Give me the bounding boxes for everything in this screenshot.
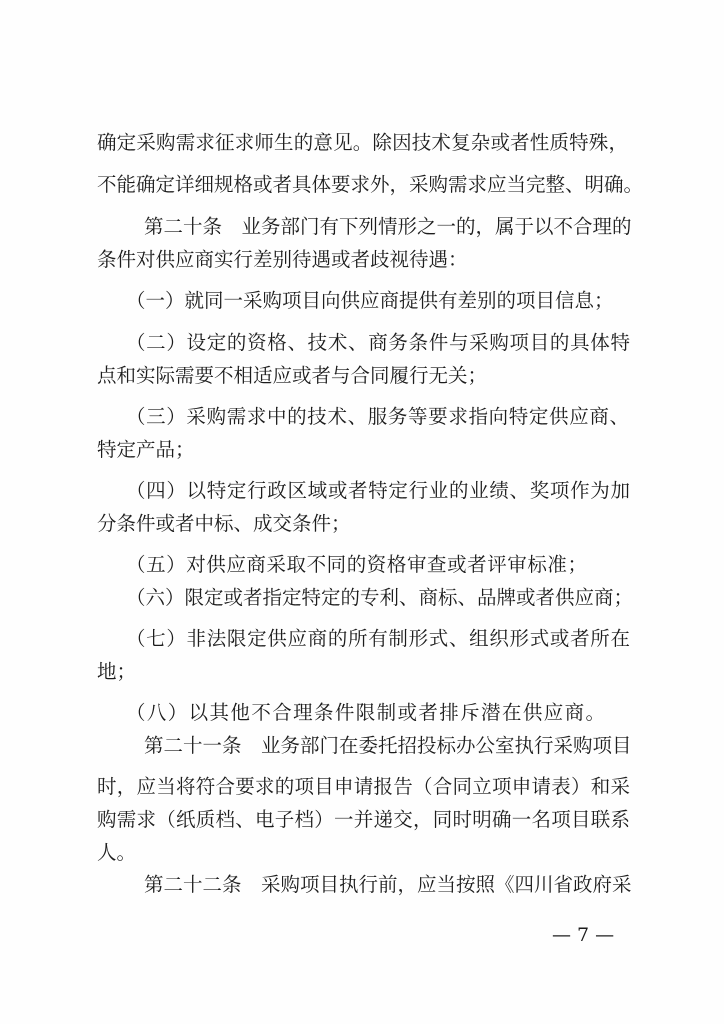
text-line: （六）限定或者指定特定的专利、商标、品牌或者供应商；: [126, 586, 634, 609]
text-line: 第二十一条 业务部门在委托招投标办公室执行采购项目: [144, 734, 632, 757]
text-line: （二）设定的资格、技术、商务条件与采购项目的具体特: [126, 331, 630, 354]
text-line: 点和实际需要不相适应或者与合同履行无关；: [97, 364, 488, 387]
text-line: （八）以其他不合理条件限制或者排斥潜在供应商。: [126, 701, 605, 724]
text-line: 确定采购需求征求师生的意见。除因技术复杂或者性质特殊，: [97, 131, 628, 154]
text-line: （一）就同一采购项目向供应商提供有差别的项目信息；: [126, 289, 614, 312]
text-line: 购需求（纸质档、电子档）一并递交，同时明确一名项目联系: [97, 808, 630, 831]
text-line: （七）非法限定供应商的所有制形式、组织形式或者所在: [126, 627, 630, 650]
text-line: 条件对供应商实行差别待遇或者歧视待遇：: [97, 248, 468, 271]
text-line: 特定产品；: [97, 438, 195, 461]
text-line: 第二十条 业务部门有下列情形之一的，属于以不合理的: [144, 215, 632, 238]
text-line: 人。: [97, 841, 137, 864]
text-line: 分条件或者中标、成交条件；: [97, 512, 351, 535]
text-line: 不能确定详细规格或者具体要求外，采购需求应当完整、明确。: [97, 173, 644, 196]
text-line: 时，应当将符合要求的项目申请报告（合同立项申请表）和采: [97, 775, 630, 798]
text-line: （四）以特定行政区域或者特定行业的业绩、奖项作为加: [126, 479, 630, 502]
page-number: — 7 —: [552, 924, 615, 946]
text-line: 第二十二条 采购项目执行前，应当按照《四川省政府采: [144, 873, 632, 896]
text-line: 地；: [97, 660, 137, 683]
text-line: （三）采购需求中的技术、服务等要求指向特定供应商、: [126, 405, 629, 428]
text-line: （五）对供应商采取不同的资格审查或者评审标准；: [126, 553, 587, 576]
